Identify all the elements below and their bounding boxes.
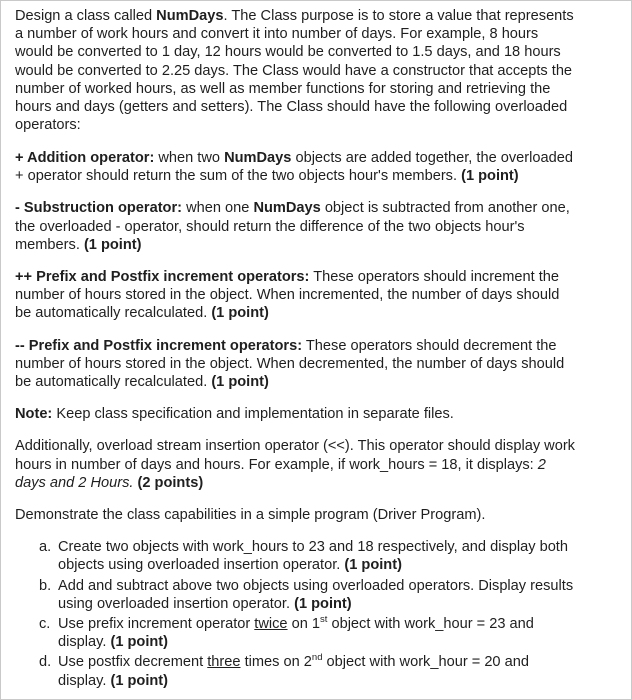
step-d-points: (1 point) (110, 672, 169, 689)
addition-class-name: NumDays (224, 149, 292, 166)
step-c-superscript: st (320, 613, 328, 625)
addition-operator-paragraph (15, 149, 575, 185)
addition-points: (1 point) (461, 168, 519, 185)
subtraction-class-name: NumDays (253, 200, 321, 217)
increment-text: These operators should increment the number of hours stored in the object. When incremented, the number of days should be automatically recalculated. (15, 268, 560, 322)
stream-points: (2 points) (133, 474, 204, 491)
increment-points: (1 point) (211, 305, 269, 322)
step-b-points: (1 point) (294, 595, 352, 612)
step-d-text-1: Use postfix decrement (58, 654, 208, 671)
step-d-text-3: object with work_hour = 20 and display. (58, 654, 529, 689)
subtraction-title: - Substruction operator: (15, 200, 183, 217)
demo-text: Demonstrate the class capabilities in a simple program (Driver Program). (15, 506, 486, 523)
increment-title: ++ Prefix and Postfix increment operators: (15, 268, 310, 285)
decrement-operator-paragraph (15, 337, 575, 392)
list-item (39, 652, 575, 689)
list-marker: b. (39, 577, 52, 594)
addition-title: + Addition operator: (15, 149, 155, 166)
step-a-text: Create two objects with work_hours to 23 and 18 respectively, and display both objects using overloaded insertion operator. (58, 539, 568, 574)
subtraction-operator-paragraph (15, 199, 575, 254)
step-c-text-2: on 1 (287, 615, 321, 632)
note-text: Keep class specification and implementation in separate files. (52, 406, 454, 423)
decrement-points: (1 point) (211, 373, 269, 390)
subtraction-text-1: when one (182, 200, 254, 217)
list-item (39, 613, 575, 651)
step-b-text: Add and subtract above two objects using overloaded operators. Display results using overloaded insertion operator. (58, 577, 574, 612)
demo-paragraph (15, 506, 575, 524)
step-c-text-3: object with work_hour = 23 and display. (58, 615, 534, 651)
step-a-points: (1 point) (344, 557, 402, 574)
step-c-text-1: Use prefix increment operator (58, 615, 255, 632)
step-d-text-2: times on 2 (240, 654, 312, 671)
intro-paragraph (15, 7, 575, 134)
list-item (39, 538, 575, 574)
intro-class-name: NumDays (156, 8, 224, 24)
subtraction-text-2: object is subtracted from another one, the overloaded - operator, should return the difference of the two objects hour's members. (15, 200, 570, 253)
stream-operator-paragraph (15, 437, 575, 492)
note-paragraph (15, 405, 575, 423)
decrement-text: These operators should decrement the number of hours stored in the object. When decremented, the number of days should be automatically recalculated. (15, 337, 565, 390)
step-c-points: (1 point) (110, 634, 169, 651)
stream-example: 2 days and 2 Hours. (15, 456, 546, 491)
subtraction-points: (1 point) (83, 236, 142, 253)
list-marker: d. (39, 654, 52, 671)
intro-text-2: . The Class purpose is to store a value that represents a number of work hours and convert it into number of days. For example, 8 hours would be converted to 1 day, 12 hours would be converted to 1.5 days, and 18 hours would be converted to 2.25 days. The Class would have a constructor that accepts the number of worked hours, as well as member functions for storing and retrieving the hours and days (getters and setters). The Class should have the following overloaded operators: (15, 8, 574, 134)
stream-text: Additionally, overload stream insertion operator (<<). This operator should display work hours in number of days and hours. For example, if work_hours = 18, it displays: (15, 438, 575, 473)
decrement-title: -- Prefix and Postfix increment operators: (15, 337, 303, 354)
list-item (39, 577, 575, 613)
demo-steps-list (15, 538, 575, 690)
increment-operator-paragraph (15, 268, 575, 323)
intro-text-1: Design a class called (15, 8, 157, 24)
step-d-superscript: nd (311, 652, 323, 664)
addition-text-2: objects are added together, the overloaded + operator should return the sum of the two objects hour's members. (15, 149, 573, 185)
assignment-document (15, 7, 575, 692)
list-marker: a. (39, 539, 52, 556)
step-d-underlined: three (207, 654, 241, 671)
list-marker: c. (39, 615, 51, 632)
note-label: Note: (15, 406, 53, 423)
addition-text-1: when two (154, 149, 225, 166)
step-c-underlined: twice (254, 615, 288, 632)
